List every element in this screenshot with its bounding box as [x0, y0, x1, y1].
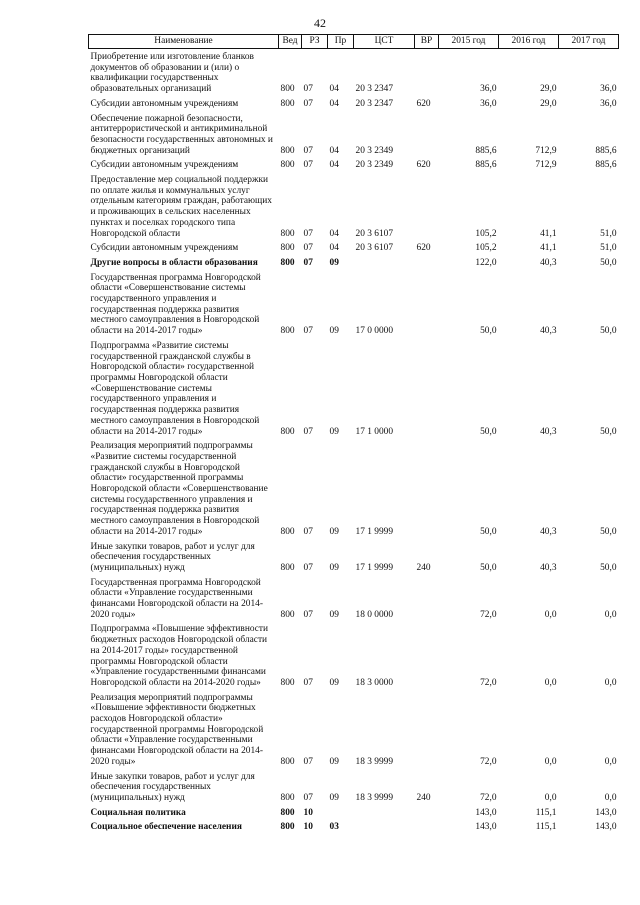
- row-name: Субсидии автономным учреждениям: [90, 243, 239, 254]
- row-value-2017: 0,0: [604, 793, 617, 803]
- row-vr: 240: [416, 562, 431, 573]
- row-name: Субсидии автономным учреждениям: [90, 98, 239, 109]
- row-value-2017: 36,0: [600, 98, 617, 109]
- row-cst: 20 3 2349: [355, 145, 393, 156]
- row-ved: 800: [280, 756, 295, 767]
- row-rz: 07: [303, 228, 313, 239]
- row-value-2016: 40,3: [540, 526, 557, 537]
- row-rz: 07: [303, 526, 313, 537]
- row-value-2015: 105,2: [475, 243, 497, 254]
- row-value-2016: 40,3: [540, 326, 557, 337]
- row-value-2017: 50,0: [600, 426, 617, 437]
- row-value-2016: 29,0: [540, 98, 557, 109]
- table-row: [89, 270, 619, 338]
- row-value-2015: 36,0: [480, 84, 497, 95]
- row-vr: 620: [416, 98, 431, 109]
- row-value-2015: 36,0: [480, 98, 497, 109]
- header-cst: ЦСТ: [354, 35, 415, 49]
- row-pr: 04: [329, 243, 339, 254]
- row-vr: 240: [416, 793, 431, 803]
- row-ved: 800: [280, 793, 295, 803]
- table-row: [89, 769, 619, 805]
- row-name: Государственная программа Новгородской области «Совершенствование системы государственного управления и государственная поддержка развития местного самоуправления в Новгородской области на 2014-2017 годы»: [90, 272, 261, 337]
- row-name: Предоставление мер социальной поддержки по оплате жилья и коммунальных услуг отдельным категориям граждан, работающих и проживающих в сельских населенных пунктах и поселках городского типа Новгородской области: [90, 175, 272, 239]
- row-ved: 800: [280, 426, 295, 437]
- row-ved: 800: [280, 145, 295, 156]
- row-vr: [415, 255, 439, 270]
- row-pr: 03: [329, 822, 339, 833]
- row-cst: 18 3 9999: [355, 756, 393, 767]
- row-value-2015: 143,0: [475, 822, 497, 833]
- row-pr: 04: [329, 228, 339, 239]
- row-cst: 17 1 0000: [355, 426, 393, 437]
- row-ved: 800: [280, 84, 295, 95]
- row-value-2017: 50,0: [600, 257, 617, 268]
- row-rz: 10: [303, 807, 313, 818]
- row-rz: 10: [303, 822, 313, 833]
- row-vr: 620: [416, 160, 431, 171]
- table-row: [89, 438, 619, 538]
- row-value-2015: 50,0: [480, 426, 497, 437]
- row-pr: 09: [329, 526, 339, 537]
- row-rz: 07: [303, 793, 313, 803]
- table-header-row: [89, 35, 619, 49]
- row-value-2016: 115,1: [535, 822, 557, 833]
- table-row: [89, 575, 619, 622]
- row-pr: 09: [329, 677, 339, 688]
- row-pr: 09: [329, 793, 339, 803]
- table-row: [89, 539, 619, 575]
- row-ved: 800: [280, 160, 295, 171]
- row-rz: 07: [303, 426, 313, 437]
- table-row: [89, 49, 619, 96]
- row-value-2015: 50,0: [480, 562, 497, 573]
- row-value-2015: 105,2: [475, 228, 497, 239]
- row-value-2017: 51,0: [600, 228, 617, 239]
- row-pr: 09: [329, 562, 339, 573]
- header-2016: 2016 год: [499, 35, 559, 49]
- row-value-2015: 72,0: [480, 793, 497, 803]
- row-vr: [415, 270, 439, 338]
- table-row: [89, 96, 619, 111]
- row-vr: [415, 805, 439, 820]
- row-vr: [415, 621, 439, 689]
- row-value-2016: 0,0: [544, 677, 557, 688]
- table-row: [89, 157, 619, 172]
- row-value-2017: 50,0: [600, 562, 617, 573]
- row-cst: 20 3 6107: [355, 243, 393, 254]
- row-rz: 07: [303, 562, 313, 573]
- row-name: Иные закупки товаров, работ и услуг для обеспечения государственных (муниципальных) нужд: [90, 771, 255, 803]
- row-ved: 800: [280, 243, 295, 254]
- row-name: Социальное обеспечение населения: [90, 822, 242, 833]
- row-value-2017: 0,0: [604, 756, 617, 767]
- row-pr: 09: [329, 426, 339, 437]
- row-cst: 17 0 0000: [355, 326, 393, 337]
- row-value-2016: 29,0: [540, 84, 557, 95]
- table-row: [89, 805, 619, 820]
- header-2015: 2015 год: [439, 35, 499, 49]
- table-row: [89, 690, 619, 769]
- row-ved: 800: [280, 98, 295, 109]
- header-name: Наименование: [89, 35, 279, 49]
- row-rz: 07: [303, 609, 313, 620]
- row-vr: 620: [416, 243, 431, 254]
- row-value-2015: 72,0: [480, 609, 497, 620]
- row-value-2017: 0,0: [604, 609, 617, 620]
- row-value-2015: 72,0: [480, 677, 497, 688]
- row-value-2016: 40,3: [540, 257, 557, 268]
- row-value-2016: 0,0: [544, 793, 557, 803]
- table-row: [89, 338, 619, 438]
- budget-table: [88, 34, 619, 834]
- row-value-2017: 885,6: [595, 145, 617, 156]
- row-ved: 800: [280, 609, 295, 620]
- row-cst: 17 1 9999: [355, 526, 393, 537]
- row-value-2016: 0,0: [544, 609, 557, 620]
- row-pr: 09: [329, 257, 339, 268]
- row-value-2015: 72,0: [480, 756, 497, 767]
- page-number: 42: [314, 16, 326, 30]
- row-value-2017: 0,0: [604, 677, 617, 688]
- row-pr: [328, 805, 354, 820]
- row-cst: [354, 819, 415, 834]
- row-name: Государственная программа Новгородской области «Управление государственными финансами Новгородской области на 2014-2020 годы»: [90, 577, 263, 620]
- row-ved: 800: [280, 326, 295, 337]
- row-pr: 09: [329, 756, 339, 767]
- table-row: [89, 255, 619, 270]
- row-cst: 20 3 6107: [355, 228, 393, 239]
- row-vr: [415, 690, 439, 769]
- row-cst: 17 1 9999: [355, 562, 393, 573]
- table-row: [89, 111, 619, 158]
- header-vr: ВР: [415, 35, 439, 49]
- row-value-2016: 712,9: [535, 145, 557, 156]
- row-name: Иные закупки товаров, работ и услуг для обеспечения государственных (муниципальных) нужд: [90, 541, 255, 573]
- row-value-2017: 143,0: [595, 807, 617, 818]
- row-pr: 04: [329, 84, 339, 95]
- row-name: Другие вопросы в области образования: [90, 257, 258, 268]
- row-name: Реализация мероприятий подпрограммы «Развитие системы государственной гражданской службы в Новгородской области» государственной программы Новгородской области «Совершенствование системы государственного управления и государственная поддержка развития местного самоуправления в Новгородской области на 2014-2017 годы»: [90, 441, 268, 537]
- row-cst: 20 3 2347: [355, 98, 393, 109]
- row-vr: [415, 338, 439, 438]
- row-name: Реализация мероприятий подпрограммы «Повышение эффективности бюджетных расходов Новгородской области» государственной программы Новгородской области «Управление государственными финансами Новгородской области на 2014-2020 годы»: [90, 692, 264, 767]
- row-name: Подпрограмма «Развитие системы государственной гражданской службы в Новгородской области» государственной программы Новгородской области «Совершенствование системы государственного управления и государственная поддержка развития местного самоуправления в Новгородской области на 2014-2017 годы»: [90, 340, 260, 437]
- row-rz: 07: [303, 145, 313, 156]
- row-vr: [415, 49, 439, 96]
- row-vr: [415, 819, 439, 834]
- table-row: [89, 240, 619, 255]
- row-value-2017: 50,0: [600, 526, 617, 537]
- header-pr: Пр: [328, 35, 354, 49]
- row-rz: 07: [303, 677, 313, 688]
- header-ved: Вед: [279, 35, 302, 49]
- row-pr: 04: [329, 160, 339, 171]
- row-vr: [415, 111, 439, 158]
- row-name: Приобретение или изготовление бланков документов об образовании и (или) о квалификации государственных образовательных организаций: [90, 52, 254, 95]
- row-value-2016: 0,0: [544, 756, 557, 767]
- table-row: [89, 819, 619, 834]
- row-ved: 800: [280, 562, 295, 573]
- row-rz: 07: [303, 98, 313, 109]
- row-ved: 800: [280, 228, 295, 239]
- row-name: Субсидии автономным учреждениям: [90, 160, 239, 171]
- row-value-2015: 122,0: [475, 257, 497, 268]
- row-rz: 07: [303, 160, 313, 171]
- row-rz: 07: [303, 257, 313, 268]
- row-ved: 800: [280, 677, 295, 688]
- row-name: Подпрограмма «Повышение эффективности бюджетных расходов Новгородской области на 2014-2017 годы» государственной программы Новгородской области «Управление государственными финансами Новгородской области на 2014-2020 годы»: [90, 624, 269, 688]
- row-cst: [354, 255, 415, 270]
- row-cst: 20 3 2347: [355, 84, 393, 95]
- row-cst: 18 0 0000: [355, 609, 393, 620]
- row-rz: 07: [303, 84, 313, 95]
- row-value-2017: 36,0: [600, 84, 617, 95]
- row-pr: 04: [329, 145, 339, 156]
- table-body: [89, 49, 619, 835]
- row-value-2016: 40,3: [540, 562, 557, 573]
- row-rz: 07: [303, 756, 313, 767]
- row-value-2017: 51,0: [600, 243, 617, 254]
- row-pr: 09: [329, 609, 339, 620]
- row-value-2015: 50,0: [480, 526, 497, 537]
- row-pr: 04: [329, 98, 339, 109]
- row-ved: 800: [280, 822, 295, 833]
- row-rz: 07: [303, 243, 313, 254]
- row-rz: 07: [303, 326, 313, 337]
- row-cst: 20 3 2349: [355, 160, 393, 171]
- row-vr: [415, 438, 439, 538]
- row-pr: 09: [329, 326, 339, 337]
- header-2017: 2017 год: [559, 35, 619, 49]
- row-value-2015: 143,0: [475, 807, 497, 818]
- row-value-2017: 50,0: [600, 326, 617, 337]
- row-ved: 800: [280, 807, 295, 818]
- table-row: [89, 621, 619, 689]
- row-ved: 800: [280, 526, 295, 537]
- row-name: Обеспечение пожарной безопасности, антитеррористической и антикриминальной безопасности государственных автономных и бюджетных организаций: [90, 113, 273, 156]
- row-value-2017: 885,6: [595, 160, 617, 171]
- row-value-2015: 885,6: [475, 145, 497, 156]
- row-value-2016: 40,3: [540, 426, 557, 437]
- table-row: [89, 172, 619, 240]
- row-value-2016: 41,1: [540, 243, 557, 254]
- row-vr: [415, 172, 439, 240]
- row-ved: 800: [280, 257, 295, 268]
- row-value-2017: 143,0: [595, 822, 617, 833]
- row-value-2016: 41,1: [540, 228, 557, 239]
- row-value-2015: 885,6: [475, 160, 497, 171]
- row-value-2016: 712,9: [535, 160, 557, 171]
- row-name: Социальная политика: [90, 807, 186, 818]
- row-value-2015: 50,0: [480, 326, 497, 337]
- header-rz: РЗ: [302, 35, 328, 49]
- row-cst: [354, 805, 415, 820]
- row-cst: 18 3 0000: [355, 677, 393, 688]
- row-cst: 18 3 9999: [355, 793, 393, 803]
- row-value-2016: 115,1: [535, 807, 557, 818]
- row-vr: [415, 575, 439, 622]
